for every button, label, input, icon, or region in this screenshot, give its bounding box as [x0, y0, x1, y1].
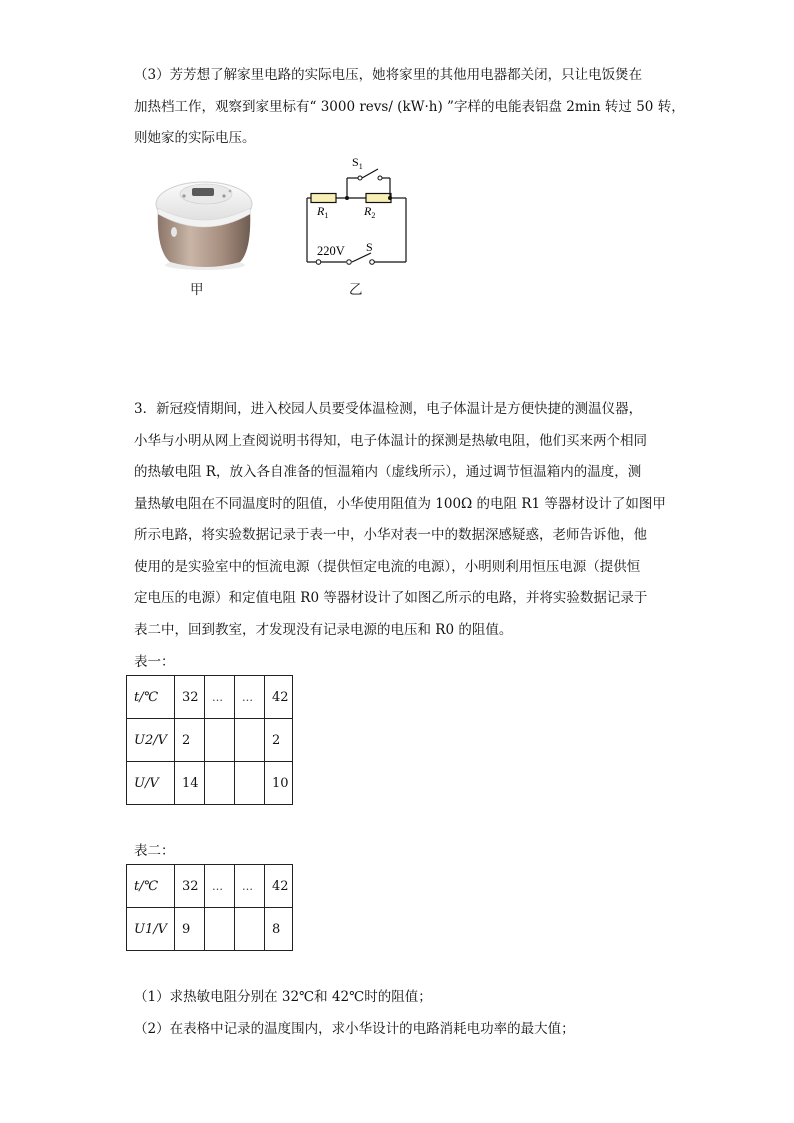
text-line: 定电压的电源）和定值电阻 R0 等器材设计了如图乙所示的电路，并将实验数据记录于 [134, 590, 648, 606]
table-row [127, 719, 293, 762]
table-cell: … [235, 676, 265, 719]
caption-jia: 甲 [190, 282, 204, 298]
q3-text [134, 394, 674, 646]
caption-yi: 乙 [349, 282, 363, 298]
table-row [127, 865, 293, 908]
table-cell: 32 [175, 865, 205, 908]
resistor-r2 [366, 194, 391, 203]
table1 [126, 675, 293, 805]
table-cell: 8 [265, 908, 293, 951]
table-cell [235, 762, 265, 805]
text-line: 使用的是实验室中的恒流电源（提供恒定电流的电源），小明则利用恒压电源（提供恒 [134, 558, 641, 575]
table-cell [235, 908, 265, 951]
resistor-r1 [311, 194, 336, 203]
circuit-diagram [300, 152, 415, 272]
switch-s-blade [352, 253, 371, 262]
text-line: 量热敏电阻在不同温度时的阻值，小华使用阻值为 100Ω 的电阻 R1 等器材设计了如图甲 [134, 495, 666, 512]
text-line: 小华与小明从网上查阅说明书得知，电子体温计的探测是热敏电阻，他们买来两个相同 [134, 432, 647, 449]
subquestion-1: （1）求热敏电阻分别在 32℃和 42℃时的阻值； [134, 989, 432, 1005]
table-cell [205, 719, 235, 762]
table-cell: … [205, 676, 235, 719]
label-s1: $S_1$ [352, 155, 363, 171]
table-cell: 42 [265, 676, 293, 719]
rice-cooker-image [150, 170, 258, 272]
table-cell: 2 [175, 719, 205, 762]
table-cell [235, 719, 265, 762]
table-cell: U2/V [127, 719, 175, 762]
table-cell: … [235, 865, 265, 908]
switch-s1-blade [362, 169, 378, 178]
table-cell: … [205, 865, 235, 908]
label-r2: $R_2$ [364, 204, 376, 220]
text-line: （3）芳芳想了解家里电路的实际电压，她将家里的其他用电器都关闭，只让电饭煲在 [134, 67, 643, 83]
table-cell: t/℃ [127, 676, 175, 719]
text-line: 3．新冠疫情期间，进入校园人员要受体温检测，电子体温计是方便快捷的测温仪器， [134, 401, 643, 417]
table2-title: 表二： [134, 843, 175, 859]
text-line: 则她家的实际电压。 [134, 130, 256, 146]
table-row [127, 908, 293, 951]
table-cell: 2 [265, 719, 293, 762]
table-cell: 10 [265, 762, 293, 805]
label-s: S [366, 240, 373, 254]
text-line: 加热档工作，观察到家里标有“ 3000 revs/ (kW·h) ”字样的电能表铝盘 2min 转过 50 转， [134, 98, 685, 115]
label-220v: 220V [317, 244, 345, 258]
table-cell: U/V [127, 762, 175, 805]
table-cell: U1/V [127, 908, 175, 951]
table-row [127, 676, 293, 719]
table-cell: 9 [175, 908, 205, 951]
table-cell [205, 908, 235, 951]
text-line: 表二中，回到教室，才发现没有记录电源的电压和 R0 的阻值。 [134, 621, 513, 638]
table-cell: t/℃ [127, 865, 175, 908]
table-cell: 42 [265, 865, 293, 908]
subquestions [134, 982, 674, 1045]
table1-title: 表一： [134, 654, 175, 670]
q2-part3-text [134, 60, 685, 155]
label-r1: $R_1$ [317, 204, 329, 220]
text-line: 所示电路，将实验数据记录于表一中，小华对表一中的数据深感疑惑，老师告诉他，他 [134, 527, 647, 543]
subquestion-2: （2）在表格中记录的温度围内，求小华设计的电路消耗电功率的最大值； [134, 1020, 575, 1037]
text-line: 的热敏电阻 R，放入各自准备的恒温箱内（虚线所示），通过调节恒温箱内的温度，测 [134, 464, 642, 480]
table-cell: 14 [175, 762, 205, 805]
table-cell [205, 762, 235, 805]
table-row [127, 762, 293, 805]
table-cell: 32 [175, 676, 205, 719]
table2 [126, 864, 293, 951]
